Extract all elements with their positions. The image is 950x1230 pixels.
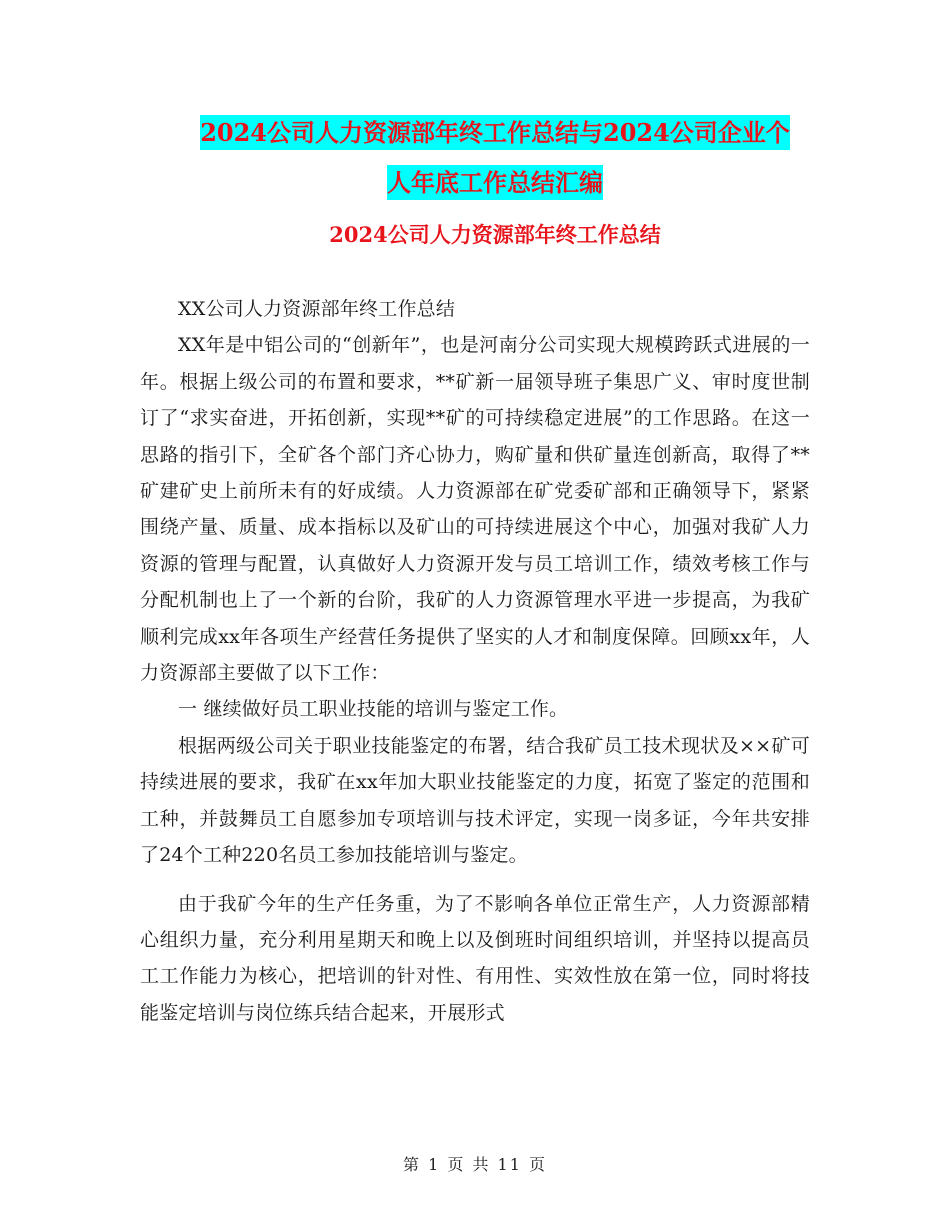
page-number-footer: 第 1 页 共 11 页 bbox=[403, 1155, 547, 1174]
paragraph: 一 继续做好员工职业技能的培训与鉴定工作。 bbox=[178, 698, 569, 721]
section-heading: 2024公司人力资源部年终工作总结 bbox=[329, 222, 661, 247]
title-line-2: 人年底工作总结汇编 bbox=[387, 165, 603, 200]
paragraph: XX年是中铝公司的“创新年”，也是河南分公司实现大规模跨跃式进展的一年。根据上级公司的布置和要求，**矿新一届领导班子集思广义、审时度世制订了“求实奋进，开拓创新，实现**矿的可持续稳定进展”的工作思路。在这一思路的指引下，全矿各个部门齐心协力，购矿量和供矿量连创新高，取得了**矿建矿史上前所未有的好成绩。人力资源部在矿党委矿部和正确领导下，紧紧围绕产量、质量、成本指标以及矿山的可持续进展这个中心，加强对我矿人力资源的管理与配置，认真做好人力资源开发与员工培训工作，绩效考核工作与分配机制也上了一个新的台阶，我矿的人力资源管理水平进一步提高，为我矿顺利完成xx年各项生产经营任务提供了坚实的人才和制度保障。回顾xx年，人力资源部主要做了以下工作： bbox=[140, 334, 810, 685]
title-line-1: 2024公司人力资源部年终工作总结与2024公司企业个 bbox=[200, 115, 790, 150]
paragraph: 根据两级公司关于职业技能鉴定的布署，结合我矿员工技术现状及××矿可持续进展的要求，我矿在xx年加大职业技能鉴定的力度，拓宽了鉴定的范围和工种，并鼓舞员工自愿参加专项培训与技术评定，实现一岗多证，今年共安排了24个工种220名员工参加技能培训与鉴定。 bbox=[140, 734, 810, 867]
document-body bbox=[140, 291, 810, 1031]
paragraph: XX公司人力资源部年终工作总结 bbox=[178, 298, 456, 320]
document-title bbox=[140, 108, 850, 208]
paragraph: 由于我矿今年的生产任务重，为了不影响各单位正常生产，人力资源部精心组织力量，充分利用星期天和晚上以及倒班时间组织培训，并坚持以提高员工工作能力为核心，把培训的针对性、有用性、实效性放在第一位，同时将技能鉴定培训与岗位练兵结合起来，开展形式 bbox=[140, 892, 810, 1024]
